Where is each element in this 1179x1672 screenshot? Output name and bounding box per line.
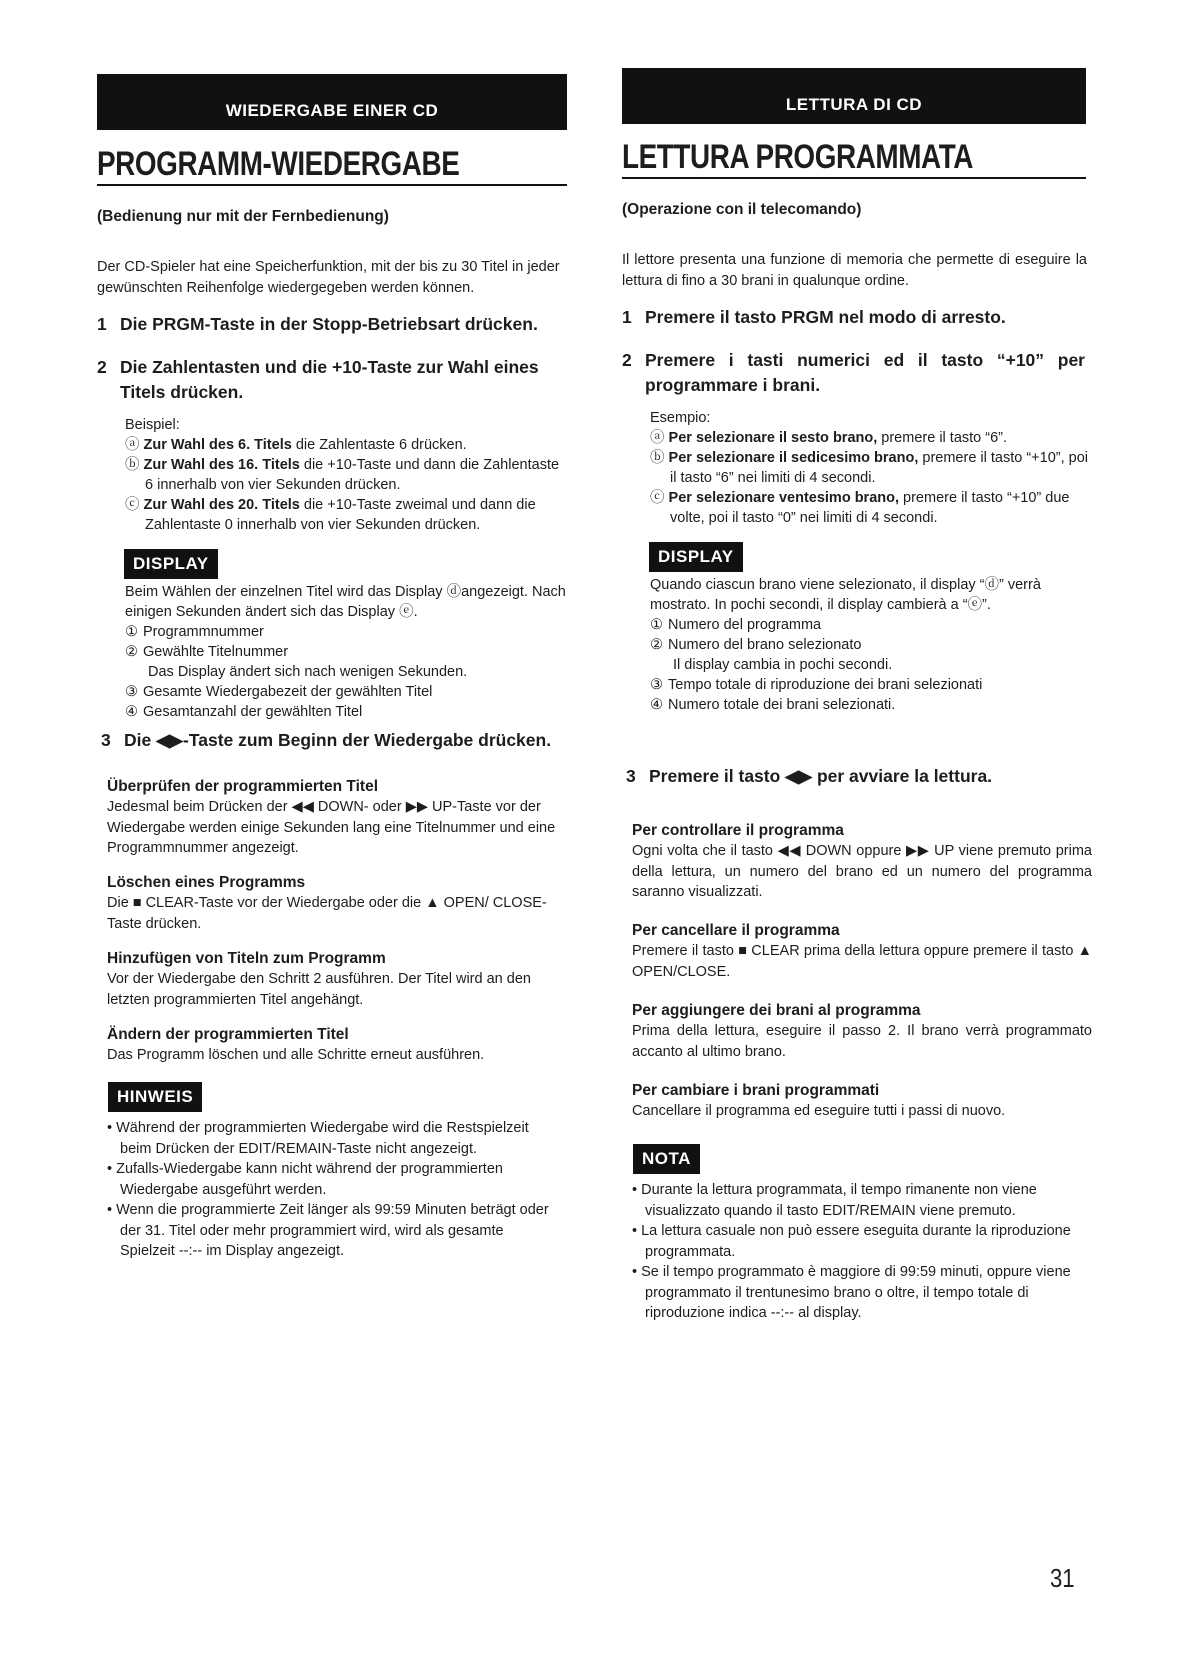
example-label: Beispiel: (125, 417, 180, 433)
notes-badge: NOTA (634, 1145, 699, 1173)
example-item: ⓒ Zur Wahl des 20. Titels die +10-Taste zweimal und dann die Zahlentaste 0 innerhalb von vier Sekunden drücken. (125, 497, 536, 533)
example-item: ⓑ Zur Wahl des 16. Titels die +10-Taste und dann die Zahlentaste 6 innerhalb von vier Sekunden drücken. (125, 457, 560, 493)
step-text: Die Zahlentasten und die +10-Taste zur Wahl eines Titels drücken. (120, 357, 539, 402)
section-clear-program: Löschen eines Programms Die ■ CLEAR-Taste vor der Wiedergabe oder die ▲ OPEN/ CLOSE-Taste drücken. (107, 874, 547, 932)
example-label: Esempio: (650, 410, 711, 426)
note-item: • Während der programmierten Wiedergabe wird die Restspielzeit beim Drücken der EDIT/REMAIN-Taste nicht angezeigt. (107, 1120, 529, 1157)
section-change-tracks: Per cambiare i brani programmati Cancellare il programma ed eseguire tutti i passi di nuovo. (632, 1082, 1006, 1119)
display-item: ④ Gesamtanzahl der gewählten Titel (125, 704, 363, 720)
section-check-program: Per controllare il programma Ogni volta che il tasto ◀◀ DOWN oppure ▶▶ UP viene premuto prima della lettura, un numero del brano ed un numero del programma saranno visualizzati. (632, 822, 1092, 900)
display-item: ③ Gesamte Wiedergabezeit der gewählten Titel (125, 684, 433, 700)
step-number: 2 (622, 350, 632, 370)
page-title: LETTURA PROGRAMMATA (622, 138, 973, 176)
display-badge: DISPLAY (125, 550, 217, 578)
display-badge: DISPLAY (650, 543, 742, 571)
example-item: ⓐ Per selezionare il sesto brano, premere il tasto “6”. (650, 430, 1008, 446)
step-3 (101, 728, 564, 753)
examples (650, 408, 1090, 528)
display-item: Il display cambia in pochi secondi. (673, 657, 893, 673)
section-change-tracks: Ändern der programmierten Titel Das Programm löschen und alle Schritte erneut ausführen. (107, 1026, 485, 1063)
section-check-program: Überprüfen der programmierten Titel Jedesmal beim Drücken der ◀◀ DOWN- oder ▶▶ UP-Taste vor der Wiedergabe werden einige Sekunden lang eine Titelnummer und eine Programmnummer angezeigt. (107, 778, 556, 856)
step-1 (97, 312, 560, 337)
display-item: ③ Tempo totale di riproduzione dei brani selezionati (650, 677, 983, 693)
display-intro: Quando ciascun brano viene selezionato, il display “ⓓ” verrà mostrato. In pochi secondi, il display cambierà a “ⓔ”. (650, 577, 1041, 613)
note-item: • Zufalls-Wiedergabe kann nicht während der programmierten Wiedergabe ausgeführt werden. (107, 1161, 503, 1198)
display-item: ① Programmnummer (125, 624, 264, 640)
notes-list (632, 1180, 1087, 1324)
title-rule (97, 184, 567, 186)
intro-text: Il lettore presenta una funzione di memoria che permette di eseguire la lettura di fino a 30 brani in qualunque ordine. (622, 252, 1087, 289)
step-number: 2 (97, 357, 107, 377)
step-number: 1 (622, 307, 632, 327)
title-rule (622, 177, 1086, 179)
display-explanation (125, 582, 570, 722)
note-item: • Se il tempo programmato è maggiore di 99:59 minuti, oppure viene programmato il trentunesimo brano o oltre, il tempo totale di riproduzione indica --:-- al display. (632, 1264, 1071, 1321)
notes-badge: HINWEIS (109, 1083, 201, 1111)
step-text: Die ◀▶-Taste zum Beginn der Wiedergabe drücken. (124, 730, 552, 750)
step-text: Die PRGM-Taste in der Stopp-Betriebsart drücken. (120, 314, 538, 334)
step-text: Premere il tasto ◀▶ per avviare la lettura. (649, 766, 993, 786)
subtitle: (Operazione con il telecomando) (622, 201, 862, 218)
section-banner: LETTURA DI CD (622, 68, 1086, 124)
step-2 (97, 355, 560, 405)
step-text: Premere il tasto PRGM nel modo di arresto. (645, 307, 1006, 327)
examples (125, 415, 565, 535)
display-item: Das Display ändert sich nach wenigen Sekunden. (148, 664, 468, 680)
section-add-tracks: Per aggiungere dei brani al programma Prima della lettura, eseguire il passo 2. Il brano verrà programmato accanto al ultimo brano. (632, 1002, 1092, 1060)
step-number: 3 (626, 766, 636, 786)
section-add-tracks: Hinzufügen von Titeln zum Programm Vor der Wiedergabe den Schritt 2 ausführen. Der Titel wird an den letzten programmierten Titel angehängt. (107, 950, 531, 1008)
page-title: PROGRAMM-WIEDERGABE (97, 145, 460, 183)
example-item: ⓐ Zur Wahl des 6. Titels die Zahlentaste 6 drücken. (125, 437, 467, 453)
example-item: ⓑ Per selezionare il sedicesimo brano, premere il tasto “+10”, poi il tasto “6” nei limiti di 4 secondi. (650, 450, 1089, 486)
display-item: ② Numero del brano selezionato (650, 637, 862, 653)
display-item: ④ Numero totale dei brani selezionati. (650, 697, 896, 713)
section-clear-program: Per cancellare il programma Premere il tasto ■ CLEAR prima della lettura oppure premere il tasto ▲ OPEN/CLOSE. (632, 922, 1092, 980)
display-item: ② Gewählte Titelnummer (125, 644, 289, 660)
note-item: • Durante la lettura programmata, il tempo rimanente non viene visualizzato quando il tasto EDIT/REMAIN viene premuto. (632, 1182, 1037, 1219)
step-2 (622, 348, 1085, 398)
note-item: • Wenn die programmierte Zeit länger als 99:59 Minuten beträgt oder der 31. Titel oder mehr programmiert wird, wird als gesamte Spielzeit --:-- im Display angezeigt. (107, 1202, 549, 1259)
note-item: • La lettura casuale non può essere eseguita durante la riproduzione programmata. (632, 1223, 1071, 1260)
example-item: ⓒ Per selezionare ventesimo brano, premere il tasto “+10” due volte, poi il tasto “0” nei limiti di 4 secondi. (650, 490, 1070, 526)
step-3 (626, 764, 1089, 789)
notes-list (107, 1118, 562, 1262)
section-banner: WIEDERGABE EINER CD (97, 74, 567, 130)
step-number: 3 (101, 730, 111, 750)
display-explanation (650, 575, 1095, 715)
page-number: 31 (1050, 1563, 1075, 1593)
display-intro: Beim Wählen der einzelnen Titel wird das Display ⓓangezeigt. Nach einigen Sekunden ändert sich das Display ⓔ. (125, 584, 566, 620)
step-1 (622, 305, 1085, 330)
step-number: 1 (97, 314, 107, 334)
step-text: Premere i tasti numerici ed il tasto “+10” per programmare i brani. (645, 350, 1085, 395)
display-item: ① Numero del programma (650, 617, 822, 633)
subtitle: (Bedienung nur mit der Fernbedienung) (97, 208, 389, 225)
intro-text: Der CD-Spieler hat eine Speicherfunktion, mit der bis zu 30 Titel in jeder gewünschten Reihenfolge wiedergegeben werden können. (97, 259, 560, 296)
